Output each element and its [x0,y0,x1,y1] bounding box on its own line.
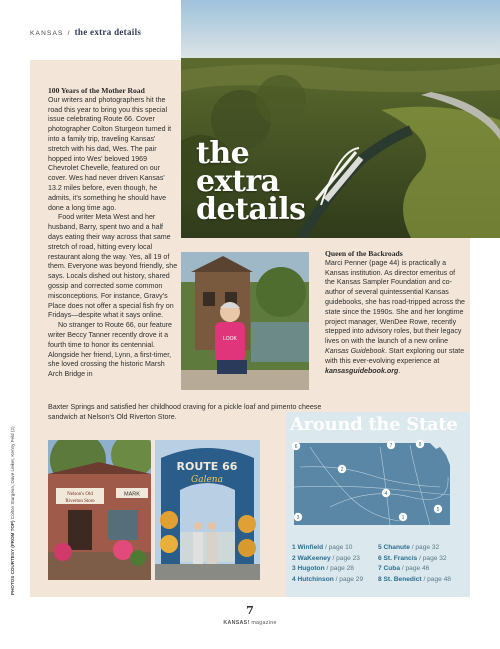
queen-text-a: Marci Penner (page 44) is practically a Kansas institution. As director emeritus of the Kansas Sampler Foundation and co-author of several quintessential Kansas guidebooks, she has road-tripped across the state since the 1990s. She and her longtime project manager, WenDee Rowe, recently stepped into advisory roles, but their legacy lives on with the launch of a new online [325,258,465,346]
mother-road-paragraph-3-tail: Baxter Springs and satisfied her childhood craving for a pickle loaf and pimento cheese sandwich at Nelson's Old Riverton Store. [48,403,322,421]
queen-heading: Queen of the Backroads [325,249,403,258]
legend-column-right [378,543,464,585]
header-kicker: KANSAS [30,30,64,37]
queen-guidebook-title: Kansas Guidebook [325,346,385,355]
mother-road-article [48,86,178,380]
legend-item[interactable]: 6 St. Francis / page 32 [378,554,447,562]
page-header [30,27,141,37]
around-state-title: Around the State [290,414,458,435]
magazine-folio: KANSAS! magazine [223,620,277,626]
shirt-text: LOOK [223,336,237,342]
store-sign-mark: MARK [124,491,140,498]
queen-text-end: . [398,366,401,375]
store-sign-line-1: Nelson's Old [67,492,93,497]
legend-column-left [292,543,378,585]
header-separator: / [67,30,71,37]
map-pin-7-label: 7 [389,442,393,449]
guidebook-link[interactable]: kansasguidebook.org [325,366,399,375]
mother-road-heading: 100 Years of the Mother Road [48,86,145,95]
map-pin-6-label: 6 [294,443,298,450]
arch-galena: Galena [191,475,223,485]
queen-text-b: . Start exploring our state with this ever-evolving experience at [325,346,465,365]
store-sign-line-2: Riverton Store [65,499,95,504]
photo-marci-penner [181,252,309,390]
photo-credit: PHOTOS COURTESY (FROM TOP) Colton Sturgeon, Dave Leiker, Kenny Feld (2) [10,426,15,595]
legend-item[interactable]: 7 Cuba / page 46 [378,565,430,573]
queen-article [325,249,465,376]
map-legend [292,543,464,585]
header-section: the extra details [74,27,142,37]
legend-item[interactable]: 5 Chanute / page 32 [378,544,440,551]
headline-line-1: the [196,136,250,171]
map-pin-2-label: 2 [340,466,344,473]
legend-item[interactable]: 1 Winfield / page 10 [292,544,353,551]
headline [196,136,306,227]
map-pin-5-label: 5 [436,506,440,513]
map-pin-3-label: 3 [296,514,300,521]
photo-galena-arch [155,440,260,580]
mother-road-paragraph-3: No stranger to Route 66, our feature writer Beccy Tanner recently drove it a fourth time to honor its centennial. Alongside her friend, Lynn, a first-timer, she loved crossing the historic Marsh Arch Bridge in [48,321,172,379]
photo-riverton-store [48,440,151,580]
mother-road-paragraph-2: Food writer Meta West and her husband, Barry, spent two and a half days eating their way across that same stretch of road, hitting every local restaurant along the way. Yes, all 19 of them. Everyone was beyond friendly, she says. Locals dished out history, shared gossip and corrected some common misconceptions. For instance, Gravy's Place does not offer a special fish fry on Fridays—despite what it says online. [48,213,178,320]
mother-road-paragraph-1: Our writers and photographers hit the road this year to bring you this special issue celebrating Route 66. Cover photographer Colton Sturgeon turned it into a family trip, traveling Kansas' stretch with his dad, Wes. The pair hopped into Wes' beloved 1969 Chevrolet Chevelle, featured on our cover. Wes had never driven Kansas' 13.2 miles before, even though, he admits, it's something he should have done a long time ago. [48,95,172,212]
legend-item[interactable]: 3 Hugoton / page 28 [292,565,354,573]
legend-item[interactable]: 2 WaKeeney / page 23 [292,554,360,562]
map-pin-1-label: 1 [401,514,405,521]
page-number: 7 [246,604,254,617]
headline-line-2: extra [196,164,280,199]
map-pin-4-label: 4 [384,490,388,497]
kansas-map [290,437,462,529]
map-pin-8-label: 8 [418,441,422,448]
arch-route66: ROUTE 66 [176,460,238,473]
legend-item[interactable]: 4 Hutchinson / page 29 [292,575,364,583]
legend-item[interactable]: 8 St. Benedict / page 48 [378,575,451,583]
headline-line-3: details [196,192,306,227]
